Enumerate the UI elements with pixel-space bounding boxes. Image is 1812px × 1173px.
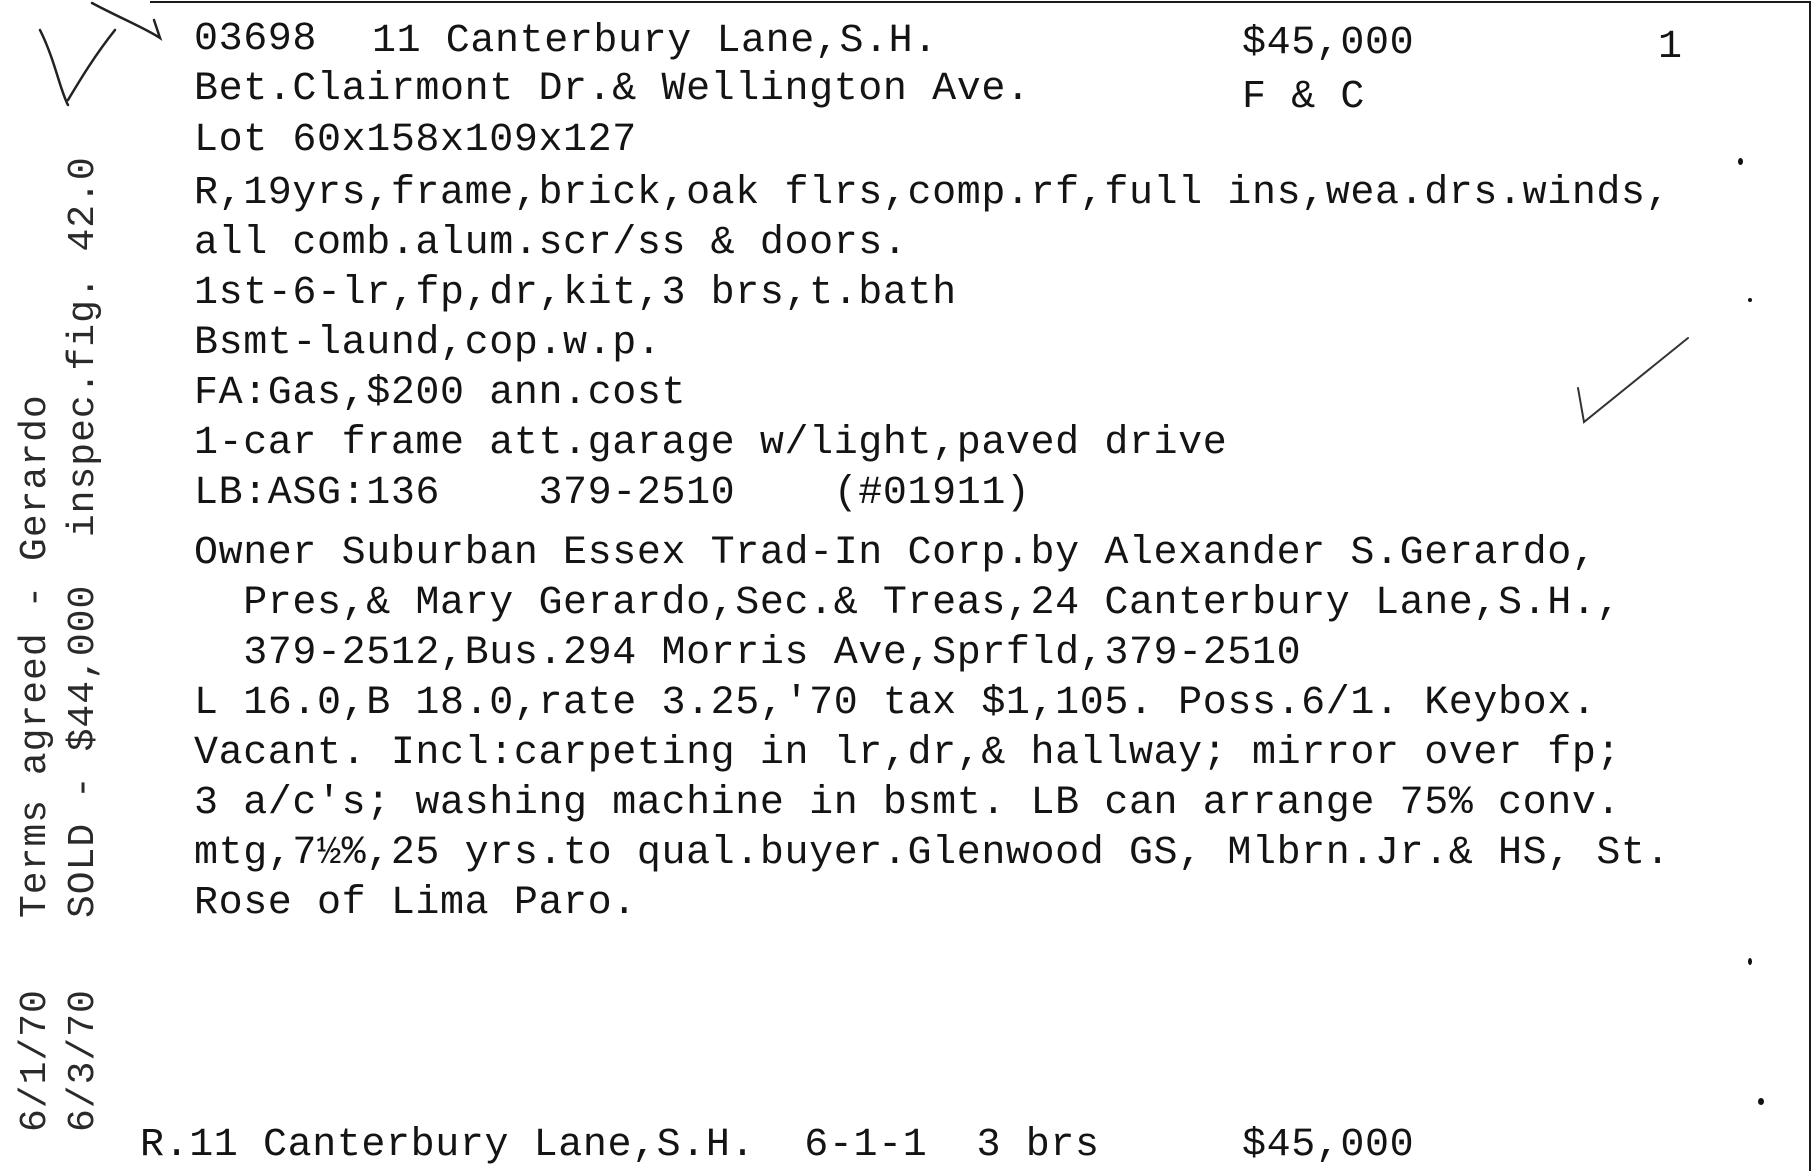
detail-line: 1st-6-lr,fp,dr,kit,3 brs,t.bath (194, 271, 957, 316)
date-sold: 6/3/70 (62, 989, 105, 1132)
check-mark-icon (20, 0, 170, 120)
detail-line: Bsmt-laund,cop.w.p. (194, 321, 662, 366)
speck (1748, 298, 1752, 302)
detail-line: all comb.alum.scr/ss & doors. (194, 221, 908, 266)
cross-streets: Bet.Clairmont Dr.& Wellington Ave. (194, 67, 1031, 112)
footer-price: $45,000 (1242, 1123, 1415, 1168)
lot-size: Lot 60x158x109x127 (194, 118, 637, 163)
date-agreed: 6/1/70 (14, 989, 57, 1132)
footer-summary: R.11 Canterbury Lane,S.H. 6-1-1 3 brs (140, 1123, 1100, 1168)
detail-line: LB:ASG:136 379-2510 (#01911) (194, 471, 1031, 516)
speck (1758, 1098, 1764, 1105)
detail-line: Rose of Lima Paro. (194, 881, 637, 926)
detail-line: mtg,7½%,25 yrs.to qual.buyer.Glenwood GS, Mlbrn.Jr.& HS, St. (194, 831, 1671, 876)
detail-line: Vacant. Incl:carpeting in lr,dr,& hallway; mirror over fp; (194, 731, 1622, 776)
listing-number: 03698 (194, 17, 318, 62)
terms-note: Terms agreed - Gerardo (14, 394, 57, 918)
check-mark-icon (1570, 330, 1700, 430)
address: 11 Canterbury Lane,S.H. (372, 19, 938, 64)
sold-note: SOLD - $44,000 inspec.fig. 42.0 (62, 156, 105, 918)
detail-line: 3 a/c's; washing machine in bsmt. LB can arrange 75% conv. (194, 781, 1622, 826)
financing-code: F & C (1242, 75, 1366, 120)
card-number: 1 (1658, 25, 1683, 70)
detail-line: R,19yrs,frame,brick,oak flrs,comp.rf,full ins,wea.drs.winds, (194, 171, 1671, 216)
detail-line: FA:Gas,$200 ann.cost (194, 371, 687, 416)
detail-line: 379-2512,Bus.294 Morris Ave,Sprfld,379-2510 (194, 631, 1302, 676)
detail-line: L 16.0,B 18.0,rate 3.25,'70 tax $1,105. Poss.6/1. Keybox. (194, 681, 1597, 726)
price: $45,000 (1242, 21, 1415, 66)
detail-line: Owner Suburban Essex Trad-In Corp.by Alexander S.Gerardo, (194, 531, 1597, 576)
speck (1738, 158, 1743, 165)
speck (1748, 958, 1752, 965)
detail-line: 1-car frame att.garage w/light,paved drive (194, 421, 1228, 466)
detail-line: Pres,& Mary Gerardo,Sec.& Treas,24 Canterbury Lane,S.H., (194, 581, 1622, 626)
